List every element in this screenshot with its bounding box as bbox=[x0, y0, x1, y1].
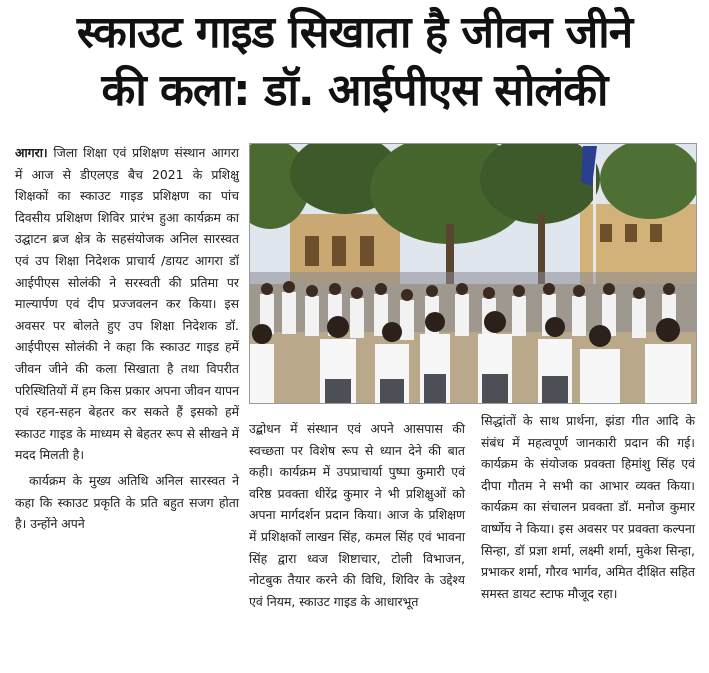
article-column-1 bbox=[15, 142, 239, 535]
article-para-1-text: जिला शिक्षा एवं प्रशिक्षण संस्थान आगरा में आज से डीएलएड बैच 2021 के प्रशिक्षु शिक्षकों का स्काउट गाइड प्रशिक्षण का पांच दिवसीय प्रशिक्षण शिविर प्रारंभ हुआ कार्यक्रम का उद्घाटन ब्रज क्षेत्र के सहसंयोजक अनिल सारस्वत एवं उप शिक्षा निदेशक प्राचार्य /डायट आगरा डॉ आईपीएस सोलंकी ने सरस्वती की प्रतिमा पर माल्यार्पण एवं दीप प्रज्जवलन कर किया। इस अवसर पर बोलते हुए उप शिक्षा निदेशक डॉ. आईपीएस सोलंकी ने कहा कि स्काउट गाइड हमें जीवन जीने की कला सिखाता है तथा विपरीत परिस्थितियों में हम किस प्रकार अपना जीवन यापन एवं रहन-सहन बेहतर कर सकते हैं इसको हमें स्काउट गाइड के माध्यम से बेहतर रूप से सीखने में मदद मिलती है। bbox=[15, 145, 239, 463]
article-column-2 bbox=[249, 418, 465, 612]
article-col2-text: उद्बोधन में संस्थान एवं अपने आसपास की स्वच्छता पर विशेष रूप से ध्यान देने की बात कही। कार्यक्रम में उपप्राचार्या पुष्पा कुमारी एवं वरिष्ठ प्रवक्ता धीरेंद्र कुमार ने भी प्रशिक्षुओं को अपना मार्गदर्शन प्रदान किया। आज के प्रशिक्षण में प्रशिक्षकों लाखन सिंह, कमल सिंह एवं भावना सिंह द्वारा ध्वज शिष्टाचार, टोली विभाजन, नोटबुक तैयार करने की विधि, शिविर के उद्देश्य एवं नियम, स्काउट गाइड के आधारभूत bbox=[249, 421, 465, 609]
headline-line-2: की कला: डॉ. आईपीएस सोलंकी bbox=[101, 65, 608, 116]
article-column-3 bbox=[481, 410, 695, 604]
dateline: आगरा। bbox=[15, 145, 48, 160]
article-col3-text: सिद्धांतों के साथ प्रार्थना, झंडा गीत आदि के संबंध में महत्वपूर्ण जानकारी प्रदान की गई। कार्यक्रम के संयोजक प्रवक्ता हिमांशु सिंह एवं दीपा गौतम ने सभी का आभार व्यक्त किया। कार्यक्रम का संचालन प्रवक्ता डॉ. मनोज कुमार वार्ष्णेय ने किया। इस अवसर पर प्रवक्ता कल्पना सिन्हा, डॉ प्रज्ञा शर्मा, लक्ष्मी शर्मा, मुकेश सिन्हा, प्रभाकर शर्मा, गौरव भार्गव, अमित दीक्षित सहित समस्त डायट स्टाफ मौजूद रहा। bbox=[481, 413, 695, 601]
article-para-1 bbox=[15, 142, 239, 466]
article-photo bbox=[249, 143, 697, 404]
headline-line-1: स्काउट गाइड सिखाता है जीवन जीने bbox=[76, 7, 633, 58]
headline bbox=[0, 4, 709, 120]
article-para-2: कार्यक्रम के मुख्य अतिथि अनिल सारस्वत ने कहा कि स्काउट प्रकृति के प्रति बहुत सजग होता है। उन्होंने अपने bbox=[15, 472, 239, 532]
